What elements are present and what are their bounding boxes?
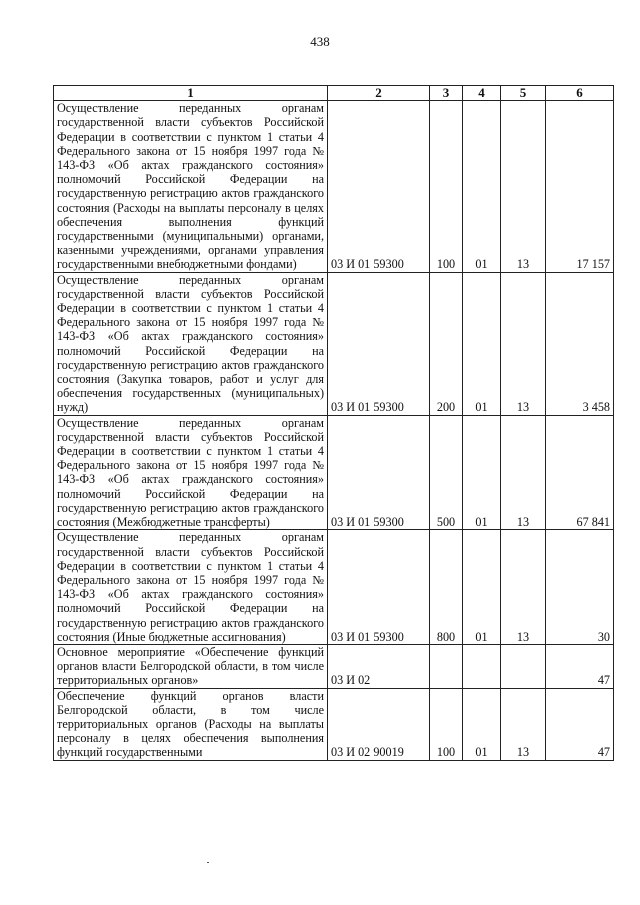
row-subsection: 13 [501,688,546,760]
row-description: Осуществление переданных органам государственной власти субъектов Российской Федерации в соответствии с пунктом 1 статьи 4 Федерального закона от 15 ноября 1997 года № 143-ФЗ «Об актах гражданского состояния» полномочий Российской Федерации на государственную регистрацию актов гражданского состояния (Расходы на выплаты персоналу в целях обеспечения выполнения функций государственными (муниципальными) органами, казенными учреждениями, органами управления государственными внебюджетными фондами) [54,101,328,272]
row-expense-type: 200 [430,272,463,415]
table-row [54,644,614,688]
row-subsection: 13 [501,415,546,530]
column-header-2: 2 [328,86,430,101]
row-subsection: 13 [501,101,546,272]
row-description: Основное мероприятие «Обеспечение функций органов власти Белгородской области, в том числе территориальных органов» [54,644,328,688]
row-amount: 3 458 [546,272,614,415]
row-section: 01 [463,101,501,272]
row-expense-type [430,644,463,688]
column-header-5: 5 [501,86,546,101]
table-row [54,415,614,530]
row-code: 03 И 01 59300 [328,530,430,645]
row-amount: 47 [546,644,614,688]
row-expense-type: 500 [430,415,463,530]
table-row [54,101,614,272]
row-description: Обеспечение функций органов власти Белгородской области, в том числе территориальных органов (Расходы на выплаты персоналу в целях обеспечения выполнения функций государственными [54,688,328,760]
page-number: 438 [310,34,330,49]
row-expense-type: 800 [430,530,463,645]
header-row [54,86,614,101]
column-header-4: 4 [463,86,501,101]
row-code: 03 И 01 59300 [328,415,430,530]
row-description: Осуществление переданных органам государственной власти субъектов Российской Федерации в соответствии с пунктом 1 статьи 4 Федерального закона от 15 ноября 1997 года № 143-ФЗ «Об актах гражданского состояния» полномочий Российской Федерации на государственную регистрацию актов гражданского состояния (Межбюджетные трансферты) [54,415,328,530]
row-amount: 30 [546,530,614,645]
row-code: 03 И 02 [328,644,430,688]
row-section [463,644,501,688]
row-amount: 17 157 [546,101,614,272]
row-section: 01 [463,688,501,760]
row-subsection: 13 [501,530,546,645]
row-section: 01 [463,415,501,530]
row-section: 01 [463,530,501,645]
budget-table [53,85,614,761]
row-description: Осуществление переданных органам государственной власти субъектов Российской Федерации в соответствии с пунктом 1 статьи 4 Федерального закона от 15 ноября 1997 года № 143-ФЗ «Об актах гражданского состояния» полномочий Российской Федерации на государственную регистрацию актов гражданского состояния (Иные бюджетные ассигнования) [54,530,328,645]
row-description: Осуществление переданных органам государственной власти субъектов Российской Федерации в соответствии с пунктом 1 статьи 4 Федерального закона от 15 ноября 1997 года № 143-ФЗ «Об актах гражданского состояния» полномочий Российской Федерации на государственную регистрацию актов гражданского состояния (Закупка товаров, работ и услуг для обеспечения государственных (муниципальных) нужд) [54,272,328,415]
row-code: 03 И 01 59300 [328,272,430,415]
column-header-1: 1 [54,86,328,101]
row-subsection [501,644,546,688]
row-amount: 47 [546,688,614,760]
row-code: 03 И 01 59300 [328,101,430,272]
table-row [54,530,614,645]
row-section: 01 [463,272,501,415]
column-header-6: 6 [546,86,614,101]
column-header-3: 3 [430,86,463,101]
table-row [54,272,614,415]
row-code: 03 И 02 90019 [328,688,430,760]
row-amount: 67 841 [546,415,614,530]
table-row [54,688,614,760]
scan-speck [207,862,209,863]
row-expense-type: 100 [430,688,463,760]
row-subsection: 13 [501,272,546,415]
row-expense-type: 100 [430,101,463,272]
